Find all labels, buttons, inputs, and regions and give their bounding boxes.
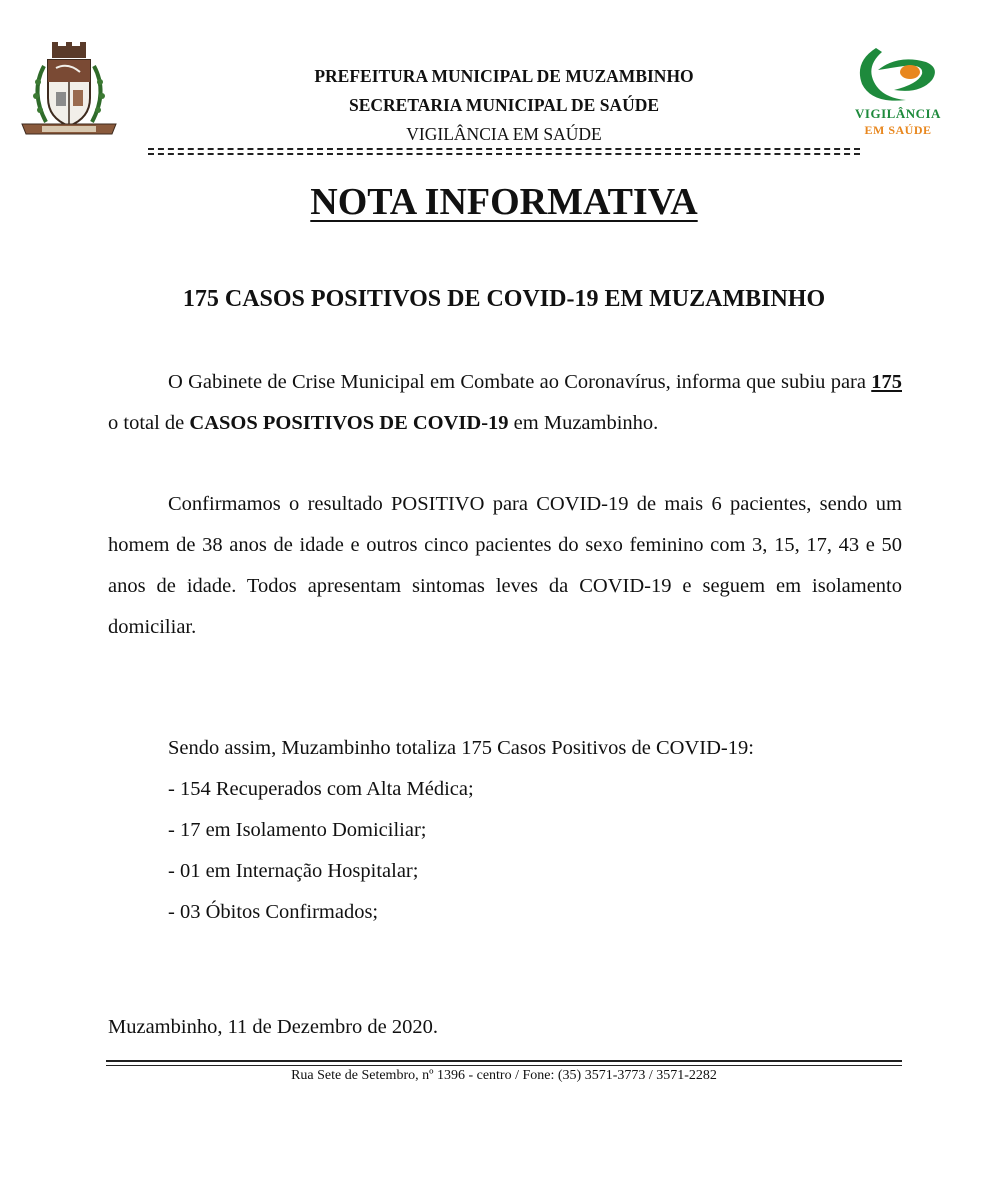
logo-text-em-saude: EM SAÚDE xyxy=(864,123,932,137)
paragraph1-part2: o total de xyxy=(108,412,190,434)
vigilancia-logo xyxy=(848,40,948,140)
paragraph-announcement xyxy=(108,362,902,444)
summary-intro: Sendo assim, Muzambinho totaliza 175 Casos Positivos de COVID-19: xyxy=(168,737,754,759)
header-secretaria: SECRETARIA MUNICIPAL DE SAÚDE xyxy=(348,95,660,115)
page-subtitle: 175 CASOS POSITIVOS DE COVID-19 EM MUZAMBINHO xyxy=(182,286,826,312)
header-prefeitura: PREFEITURA MUNICIPAL DE MUZAMBINHO xyxy=(314,66,694,86)
paragraph1-highlight: CASOS POSITIVOS DE COVID-19 xyxy=(189,412,509,434)
paragraph1-part3: em Muzambinho. xyxy=(508,412,659,434)
summary-item-deaths: - 03 Óbitos Confirmados; xyxy=(168,901,379,923)
header-separator-text xyxy=(148,146,149,147)
municipal-coat-of-arms-icon xyxy=(18,42,120,142)
document-date: Muzambinho, 11 de Dezembro de 2020. xyxy=(108,1016,439,1038)
summary-item-hospitalized: - 01 em Internação Hospitalar; xyxy=(168,860,419,882)
logo-text-vigilancia: VIGILÂNCIA xyxy=(855,106,941,121)
header-vigilancia: VIGILÂNCIA EM SAÚDE xyxy=(406,124,602,144)
footer-divider xyxy=(106,1060,902,1066)
summary-item-home-isolation: - 17 em Isolamento Domiciliar; xyxy=(168,819,427,841)
paragraph1-part1: O Gabinete de Crise Municipal em Combate ao Coronavírus, informa que subiu para xyxy=(168,371,872,393)
paragraph-new-cases: Confirmamos o resultado POSITIVO para COVID-19 de mais 6 pacientes, sendo um homem de 38 anos de idade e outros cinco pacientes do sexo feminino com 3, 15, 17, 43 e 50 anos de idade. Todos apresentam sintomas leves da COVID-19 e seguem em isolamento domiciliar. xyxy=(108,493,902,638)
footer-address: Rua Sete de Setembro, nº 1396 - centro / Fone: (35) 3571-3773 / 3571-2282 xyxy=(291,1068,717,1083)
document-header xyxy=(150,62,858,149)
page-title: NOTA INFORMATIVA xyxy=(310,181,698,223)
case-count: 175 xyxy=(871,371,902,393)
summary-item-recovered: - 154 Recuperados com Alta Médica; xyxy=(168,778,474,800)
header-separator xyxy=(148,146,860,158)
vigilancia-swoosh-icon xyxy=(848,40,948,106)
case-summary xyxy=(168,728,908,933)
